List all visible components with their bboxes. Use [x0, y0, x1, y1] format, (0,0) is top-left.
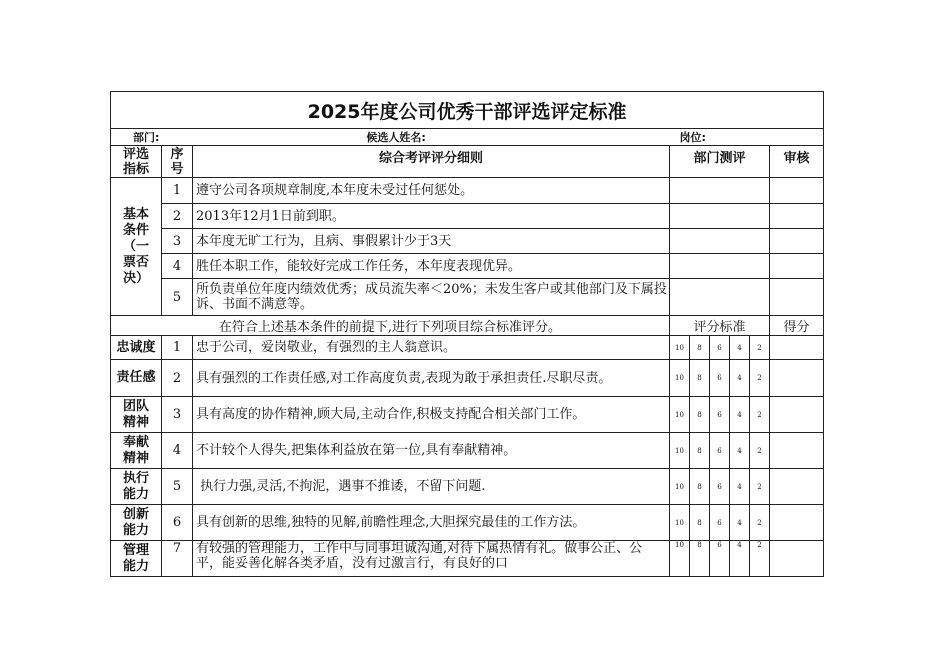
- criteria-row: [111, 336, 824, 360]
- score-option-10[interactable]: 10: [670, 397, 690, 433]
- row-description: 具有强烈的工作责任感,对工作高度负责,表现为敢于承担责任.尽职尽责。: [193, 360, 670, 397]
- criteria-category: 奉献精神: [122, 434, 149, 466]
- row-description: 所负责单位年度内绩效优秀；成员流失率＜20%；未发生客户或其他部门及下属投诉、书面不满意等。: [193, 279, 670, 316]
- row-num: 4: [162, 433, 193, 469]
- criteria-category: 责任感: [111, 360, 162, 397]
- dept-eval-cell[interactable]: [670, 279, 770, 316]
- row-num: 2: [162, 360, 193, 397]
- basic-row: [111, 279, 824, 316]
- row-description: 具有创新的思维,独特的见解,前瞻性理念,大胆探究最佳的工作方法。: [193, 505, 670, 541]
- score-option-8[interactable]: 8: [690, 360, 710, 397]
- basic-row: [111, 229, 824, 254]
- row-num: 5: [162, 279, 193, 316]
- score-option-10[interactable]: 10: [670, 336, 690, 360]
- basic-row: [111, 254, 824, 279]
- header-review: 审核: [770, 146, 824, 178]
- row-num: 2: [162, 204, 193, 229]
- basic-row: [111, 204, 824, 229]
- header-seq: 序号: [170, 146, 184, 177]
- row-description: 具有高度的协作精神,顾大局,主动合作,积极支持配合相关部门工作。: [193, 397, 670, 433]
- score-option-8[interactable]: 8: [690, 469, 710, 505]
- row-num: 3: [162, 397, 193, 433]
- row-description: 胜任本职工作，能较好完成工作任务，本年度表现优异。: [193, 254, 670, 279]
- score-option-10[interactable]: 10: [670, 433, 690, 469]
- criteria-row: [111, 360, 824, 397]
- criteria-row: [111, 433, 824, 469]
- department-label: 部门:: [133, 131, 160, 144]
- score-option-8[interactable]: 8: [690, 505, 710, 541]
- row-description: 本年度无旷工行为，且病、事假累计少于3天: [193, 229, 670, 254]
- score-option-8[interactable]: 8: [690, 397, 710, 433]
- row-num: 4: [162, 254, 193, 279]
- criteria-row: [111, 469, 824, 505]
- score-option-6[interactable]: 6: [710, 541, 730, 577]
- score-option-2[interactable]: 2: [750, 469, 770, 505]
- candidate-name-label: 候选人姓名:: [366, 131, 426, 144]
- dept-eval-cell[interactable]: [670, 178, 770, 204]
- score-option-4[interactable]: 4: [730, 336, 750, 360]
- score-option-2[interactable]: 2: [750, 360, 770, 397]
- score-option-4[interactable]: 4: [730, 541, 750, 577]
- score-option-2[interactable]: 2: [750, 336, 770, 360]
- review-cell[interactable]: [770, 178, 824, 204]
- basic-row: [111, 178, 824, 204]
- evaluation-form-table: [110, 91, 824, 577]
- score-cell[interactable]: [770, 469, 824, 505]
- criteria-category: 忠诚度: [111, 336, 162, 360]
- dept-eval-cell[interactable]: [670, 254, 770, 279]
- review-cell[interactable]: [770, 279, 824, 316]
- row-description: 忠于公司，爱岗敬业，有强烈的主人翁意识。: [193, 336, 670, 360]
- dept-eval-cell[interactable]: [670, 204, 770, 229]
- row-num: 5: [162, 469, 193, 505]
- criteria-row: [111, 541, 824, 577]
- score-option-8[interactable]: 8: [690, 336, 710, 360]
- score-option-2[interactable]: 2: [750, 433, 770, 469]
- score-option-6[interactable]: 6: [710, 505, 730, 541]
- scoring-note: 在符合上述基本条件的前提下,进行下列项目综合标准评分。: [111, 316, 670, 336]
- score-option-6[interactable]: 6: [710, 469, 730, 505]
- score-label: 得分: [770, 316, 824, 336]
- score-option-8[interactable]: 8: [690, 541, 710, 577]
- score-option-2[interactable]: 2: [750, 505, 770, 541]
- row-description: 遵守公司各项规章制度,本年度未受过任何惩处。: [193, 178, 670, 204]
- score-option-4[interactable]: 4: [730, 360, 750, 397]
- score-option-2[interactable]: 2: [750, 541, 770, 577]
- row-num: 1: [162, 178, 193, 204]
- score-cell[interactable]: [770, 360, 824, 397]
- score-option-4[interactable]: 4: [730, 433, 750, 469]
- header-indicator: 评选指标: [122, 146, 149, 177]
- form-title: 2025年度公司优秀干部评选评定标准: [111, 92, 824, 129]
- scoring-subheader-row: [111, 316, 824, 336]
- score-option-10[interactable]: 10: [670, 360, 690, 397]
- score-option-6[interactable]: 6: [710, 360, 730, 397]
- row-description: 不计较个人得失,把集体利益放在第一位,具有奉献精神。: [193, 433, 670, 469]
- criteria-category: 管理能力: [122, 542, 149, 574]
- header-detail: 综合考评评分细则: [193, 146, 670, 178]
- score-option-6[interactable]: 6: [710, 336, 730, 360]
- score-cell[interactable]: [770, 505, 824, 541]
- score-cell[interactable]: [770, 336, 824, 360]
- score-cell[interactable]: [770, 541, 824, 577]
- row-num: 7: [162, 541, 193, 577]
- score-option-4[interactable]: 4: [730, 505, 750, 541]
- review-cell[interactable]: [770, 254, 824, 279]
- row-description: 执行力强,灵活,不拘泥，遇事不推诿，不留下问题.: [193, 469, 670, 505]
- score-option-2[interactable]: 2: [750, 397, 770, 433]
- review-cell[interactable]: [770, 229, 824, 254]
- header-dept-eval: 部门测评: [670, 146, 770, 178]
- score-cell[interactable]: [770, 397, 824, 433]
- basic-category: 基本条件（一票否决）: [122, 206, 149, 286]
- score-option-8[interactable]: 8: [690, 433, 710, 469]
- row-description: 2013年12月1日前到职。: [193, 204, 670, 229]
- score-option-6[interactable]: 6: [710, 433, 730, 469]
- score-option-6[interactable]: 6: [710, 397, 730, 433]
- dept-eval-cell[interactable]: [670, 229, 770, 254]
- criteria-category: 团队精神: [122, 398, 149, 430]
- criteria-category: 创新能力: [122, 506, 149, 538]
- score-option-4[interactable]: 4: [730, 397, 750, 433]
- score-option-4[interactable]: 4: [730, 469, 750, 505]
- review-cell[interactable]: [770, 204, 824, 229]
- criteria-category: 执行能力: [122, 470, 149, 502]
- position-label: 岗位:: [679, 131, 706, 144]
- meta-row: [111, 129, 824, 146]
- row-num: 6: [162, 505, 193, 541]
- row-num: 1: [162, 336, 193, 360]
- scoring-standard-label: 评分标准: [670, 316, 770, 336]
- score-option-10[interactable]: 10: [670, 541, 690, 577]
- score-option-10[interactable]: 10: [670, 505, 690, 541]
- row-num: 3: [162, 229, 193, 254]
- criteria-row: [111, 397, 824, 433]
- criteria-row: [111, 505, 824, 541]
- score-cell[interactable]: [770, 433, 824, 469]
- score-option-10[interactable]: 10: [670, 469, 690, 505]
- header-row: [111, 146, 824, 178]
- row-description: 有较强的管理能力，工作中与同事坦诚沟通,对待下属热情有礼。做事公正、公平，能妥善化解各类矛盾，没有过激言行，有良好的口: [196, 541, 643, 571]
